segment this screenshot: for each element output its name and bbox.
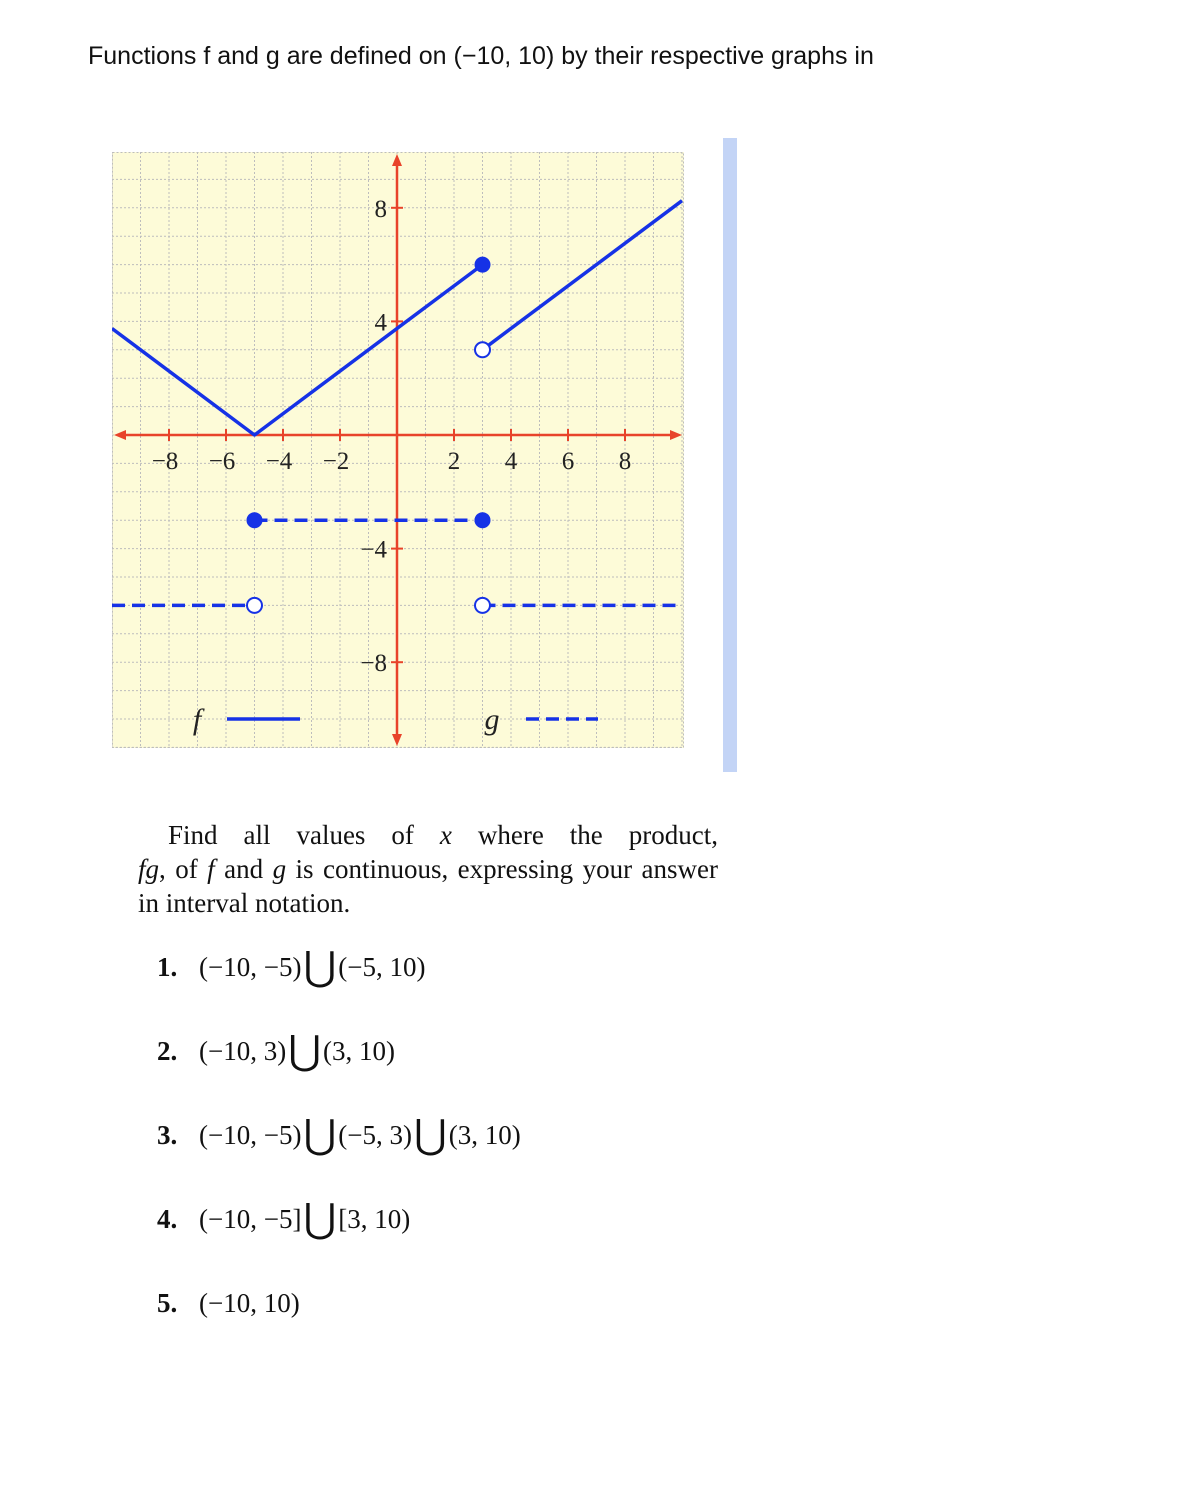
answer-choice-1[interactable] — [157, 944, 426, 989]
f-graph-closed-point — [475, 257, 491, 273]
legend-g-label: g — [484, 703, 500, 736]
interval: (−5, 3) — [338, 1120, 412, 1150]
choice-number: 3. — [157, 1120, 178, 1150]
interval: (−10, −5] — [199, 1204, 302, 1234]
union-symbol: ⋃ — [303, 944, 337, 989]
interval: (−5, 10) — [338, 952, 426, 982]
g-graph-closed-point — [475, 512, 491, 528]
x-tick-label: 6 — [561, 448, 575, 475]
answer-choice-5[interactable] — [157, 1288, 300, 1319]
x-tick-label: −6 — [208, 448, 236, 475]
prompt-line-1: Find all values of x where the product, — [168, 820, 718, 850]
legend-f-label: f — [192, 703, 202, 736]
x-tick-label: −2 — [322, 448, 350, 475]
var-x: x — [439, 820, 452, 850]
problem-prompt: Find all values of x where the product, fg, of f and g is continuous, expressing your answer in interval notation. — [138, 820, 718, 918]
y-tick-label: −8 — [360, 650, 387, 678]
answer-choice-4[interactable] — [157, 1196, 411, 1241]
x-tick-label: 2 — [447, 448, 461, 475]
interval: (−10, 3) — [199, 1036, 287, 1066]
var-g: g — [272, 854, 287, 884]
x-tick-label: −4 — [265, 448, 293, 475]
question-text: Functions f and g are defined on (−10, 10) by their respective graphs in — [88, 42, 874, 70]
y-tick-label: 8 — [374, 195, 387, 223]
choice-number: 2. — [157, 1036, 178, 1066]
x-tick-label: 8 — [618, 448, 632, 475]
function-graph — [112, 152, 684, 748]
var-f: f — [207, 854, 215, 884]
graph-svg — [112, 152, 684, 748]
g-graph-open-point — [247, 598, 262, 613]
y-tick-label: 4 — [374, 309, 387, 337]
g-graph-closed-point — [247, 512, 263, 528]
x-tick-label: −8 — [151, 448, 179, 475]
var-fg: fg — [138, 854, 160, 884]
choice-number: 4. — [157, 1204, 178, 1234]
union-symbol: ⋃ — [303, 1196, 337, 1241]
answer-choice-2[interactable] — [157, 1028, 396, 1073]
interval: (−10, −5) — [199, 1120, 302, 1150]
interval: (3, 10) — [323, 1036, 396, 1066]
union-symbol: ⋃ — [303, 1112, 337, 1157]
x-tick-label: 4 — [504, 448, 518, 475]
choice-number: 1. — [157, 952, 178, 982]
choice-number: 5. — [157, 1288, 178, 1318]
g-graph-open-point — [475, 598, 490, 613]
answer-choice-3[interactable] — [157, 1112, 521, 1157]
union-symbol: ⋃ — [413, 1112, 447, 1157]
interval: (3, 10) — [448, 1120, 521, 1150]
union-symbol: ⋃ — [288, 1028, 322, 1073]
scroll-indicator-bar — [723, 138, 737, 772]
interval: [3, 10) — [338, 1204, 411, 1234]
y-tick-label: −4 — [360, 536, 387, 564]
interval: (−10, 10) — [199, 1288, 300, 1318]
f-graph-open-point — [475, 342, 490, 357]
interval: (−10, −5) — [199, 952, 302, 982]
